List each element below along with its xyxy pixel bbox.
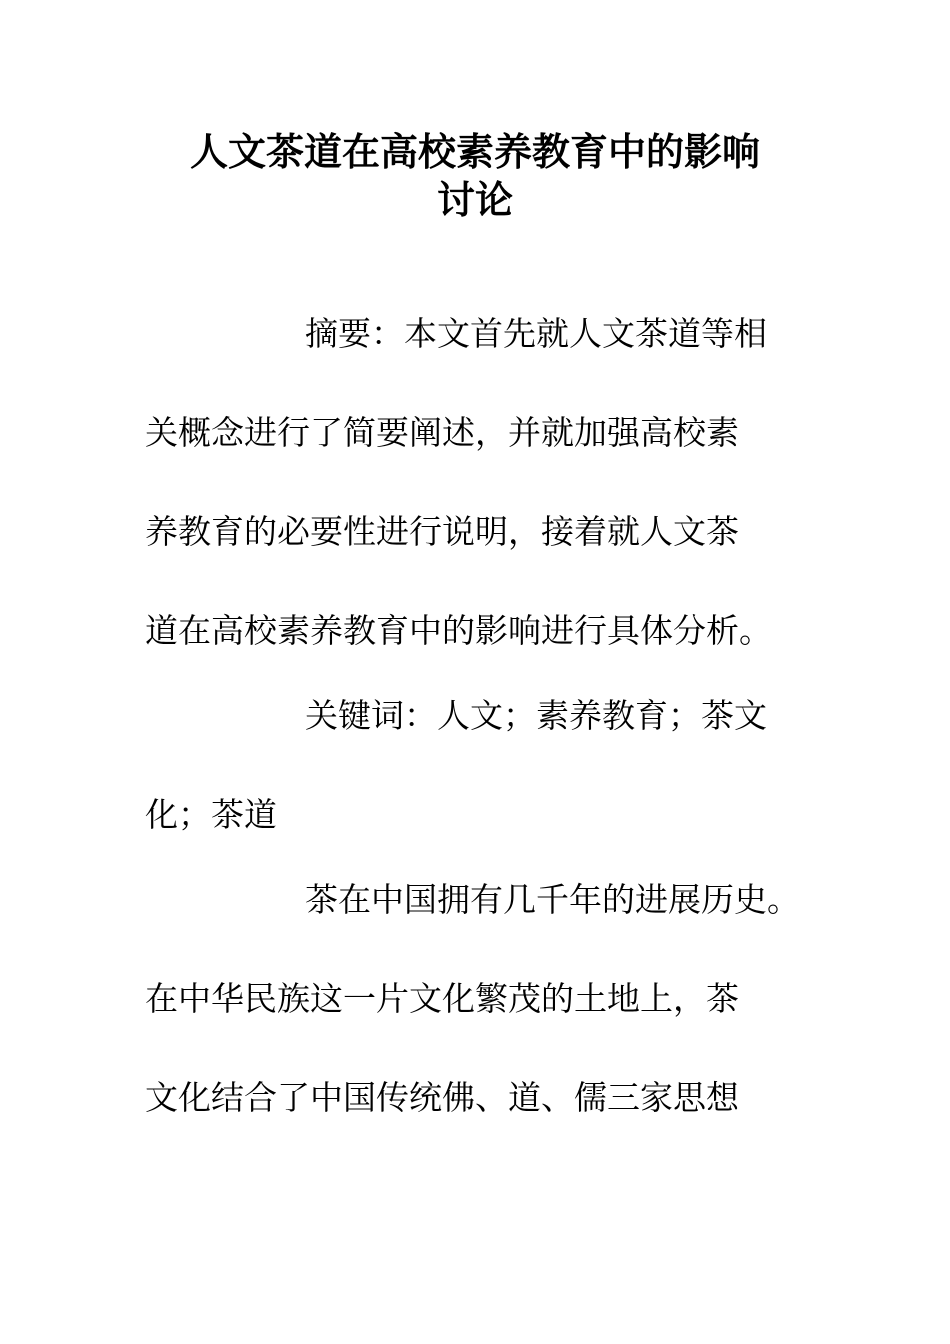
- paragraph-line-3: 文化结合了中国传统佛、道、儒三家思想: [145, 1078, 739, 1117]
- abstract-line-3: 养教育的必要性进行说明，接着就人文茶: [145, 512, 739, 551]
- page-title-line-2: 讨论: [436, 178, 513, 222]
- abstract-line-1: 摘要：本文首先就人文茶道等相: [305, 314, 767, 353]
- abstract-line-4: 道在高校素养教育中的影响进行具体分析。: [145, 611, 772, 650]
- keywords-line-1: 关键词：人文；素养教育；茶文: [305, 696, 767, 735]
- paragraph-line-2: 在中华民族这一片文化繁茂的土地上，茶: [145, 979, 739, 1018]
- page-title-line-1: 人文茶道在高校素养教育中的影响: [189, 130, 760, 174]
- keywords-line-2: 化；茶道: [145, 795, 277, 834]
- abstract-line-2: 关概念进行了简要阐述，并就加强高校素: [145, 413, 739, 452]
- paragraph-line-1: 茶在中国拥有几千年的进展历史。: [305, 880, 800, 919]
